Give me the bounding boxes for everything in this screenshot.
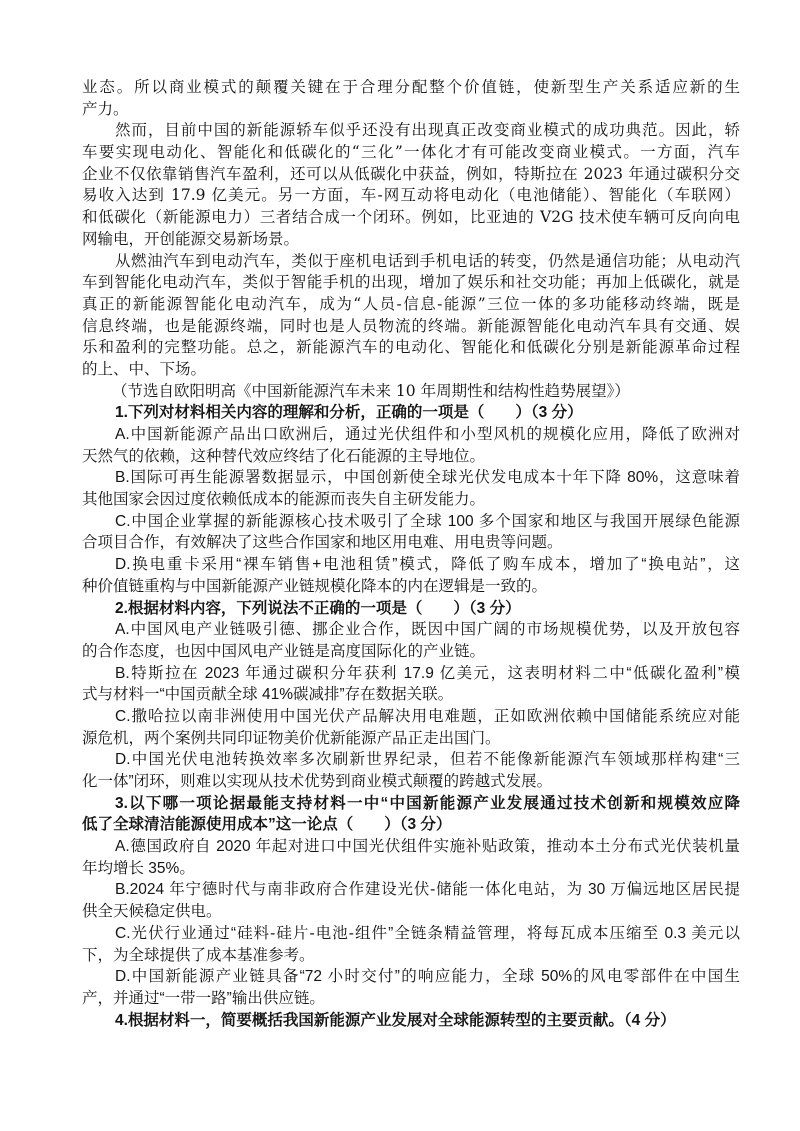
answer-option [82,663,740,706]
text-line: 真正的新能源智能化电动汽车，成为“人员-信息-能源”三位一体的多功能移动终端，既是 [82,294,740,313]
text-line: 1.下列对材料相关内容的理解和分析，正确的一项是（ ）（3 分） [115,404,583,422]
text-line: C.光伏行业通过“硅料-硅片-电池-组件”全链条精益管理，将每瓦成本压缩至 0.3 美元以 [115,924,740,942]
text-line: 式与材料一“中国贡献全球 41%碳减排”存在数据关联。 [82,686,454,704]
text-line: D.中国新能源产业链具备“72 小时交付”的响应能力，全球 50%的风电零部件在中国生 [115,968,740,986]
text-line: （节选自欧阳明高《中国新能源汽车未来 10 年周期性和结构性趋势展望》） [112,381,630,400]
text-line: 乐和盈利的完整功能。总之，新能源汽车的电动化、智能化和低碳化分别是新能源革命过程 [82,338,740,357]
text-line: B.2024 年宁德时代与南非政府合作建设光伏-储能一体化电站，为 30 万偏远地区居民提 [115,881,740,899]
text-line: 然而，目前中国的新能源轿车似乎还没有出现真正改变商业模式的成功典范。因此，轿 [115,121,740,140]
text-line: D.换电重卡采用“裸车销售+电池租赁”模式，降低了购车成本，增加了“换电站”，这 [115,556,740,574]
text-line: 2.根据材料内容，下列说法不正确的一项是（ ）（3 分） [115,599,521,617]
text-line: 供全天候稳定供电。 [82,903,222,921]
text-line: 业态。所以商业模式的颠覆关键在于合理分配整个价值链，使新型生产关系适应新的生 [82,78,740,96]
text-line: 网输电，开创能源交易新场景。 [82,229,300,248]
text-line: B.国际可再生能源署数据显示，中国创新使全球光伏发电成本十年下降 80%，这意味着 [115,469,740,487]
text-line: 产，并通过“一带一路”输出供应链。 [82,989,325,1007]
text-line: 车到智能化电动汽车，类似于智能手机的出现，增加了娱乐和社交功能；再加上低碳化，就是 [82,273,740,292]
answer-option [82,467,740,510]
text-line: 信息终端，也是能源终端，同时也是人员物流的终端。新能源智能化电动汽车具有交通、娱 [82,316,740,335]
text-line: D.中国光伏电池转换效率多次刷新世界纪录，但若不能像新能源汽车领域那样构建“三 [115,751,740,769]
answer-option [82,923,740,966]
question-stem [82,1010,740,1032]
text-line: 化一体”闭环，则难以实现从技术优势到商业模式颠覆的跨越式发展。 [82,773,553,790]
text-line: 企业不仅依靠销售汽车盈利，还可以从低碳化中获益，例如，特斯拉在 2023 年通过碳积分交 [82,164,740,183]
text-line: 的上、中、下场。 [82,359,207,378]
text-line: C.中国企业掌握的新能源核心技术吸引了全球 100 多个国家和地区与我国开展绿色能源 [115,512,740,530]
text-line: 车要实现电动化、智能化和低碳化的“三化”一体化才有可能改变商业模式。一方面，汽车 [82,143,740,162]
source-citation [82,381,740,403]
text-line: 年均增长 35%。 [82,859,195,877]
text-line: 天然气的依赖，这种替代效应终结了化石能源的主导地位。 [82,447,486,465]
answer-option [82,511,740,554]
text-line: 4.根据材料一，简要概括我国新能源产业发展对全球能源转型的主要贡献。（4 分） [115,1011,676,1029]
text-line: 其他国家会因过度依赖低成本的能源而丧失自主研发能力。 [82,491,486,509]
text-line: A.中国新能源产品出口欧洲后，通过光伏组件和小型风机的规模化应用，降低了欧洲对 [115,426,740,443]
text-line: 产力。 [82,99,129,118]
text-line: 低了全球清洁能源使用成本”这一论点（ ）（3 分） [82,816,452,834]
text-line: 源危机，两个案例共同印证物美价优新能源产品正走出国门。 [82,729,501,747]
text-line: A.中国风电产业链吸引德、挪企业合作，既因中国广阔的市场规模优势，以及开放包容 [115,621,740,639]
question-stem [82,598,740,620]
answer-option [82,749,740,792]
answer-option [82,424,740,467]
text-line: 的合作态度，也因中国风电产业链是高度国际化的产业链。 [82,642,486,660]
material-paragraph [82,77,740,120]
text-line: 3.以下哪一项论据最能支持材料一中“中国新能源产业发展通过技术创新和规模效应降 [115,794,740,812]
exam-page [82,77,740,1031]
text-line: 种价值链重构与中国新能源产业链规模化降本的内在逻辑是一致的。 [82,577,548,595]
material-paragraph [82,251,740,381]
answer-option [82,706,740,749]
question-stem [82,793,740,836]
text-line: 从燃油汽车到电动汽车，类似于座机电话到手机电话的转变，仍然是通信功能；从电动汽 [115,251,740,270]
question-stem [82,402,740,424]
answer-option [82,879,740,922]
text-line: B.特斯拉在 2023 年通过碳积分年获利 17.9 亿美元，这表明材料二中“低碳化盈利”模 [115,664,740,682]
text-line: A.德国政府自 2020 年起对进口中国光伏组件实施补贴政策，推动本土分布式光伏装机量 [115,838,740,856]
text-line: 合项目合作，有效解决了这些合作国家和地区用电难、用电贵等问题。 [82,534,563,552]
text-line: 和低碳化（新能源电力）三者结合成一个闭环。例如，比亚迪的 V2G 技术使车辆可反向向电 [82,208,740,227]
answer-option [82,966,740,1009]
answer-option [82,619,740,662]
text-line: 下，为全球提供了成本基准参考。 [82,946,315,964]
text-line: 易收入达到 17.9 亿美元。另一方面，车-网互动将电动化（电池储能）、智能化（车联网） [82,186,740,205]
answer-option [82,554,740,597]
answer-option [82,836,740,879]
material-paragraph [82,120,740,250]
text-line: C.撒哈拉以南非洲使用中国光伏产品解决用电难题，正如欧洲依赖中国储能系统应对能 [115,707,740,725]
